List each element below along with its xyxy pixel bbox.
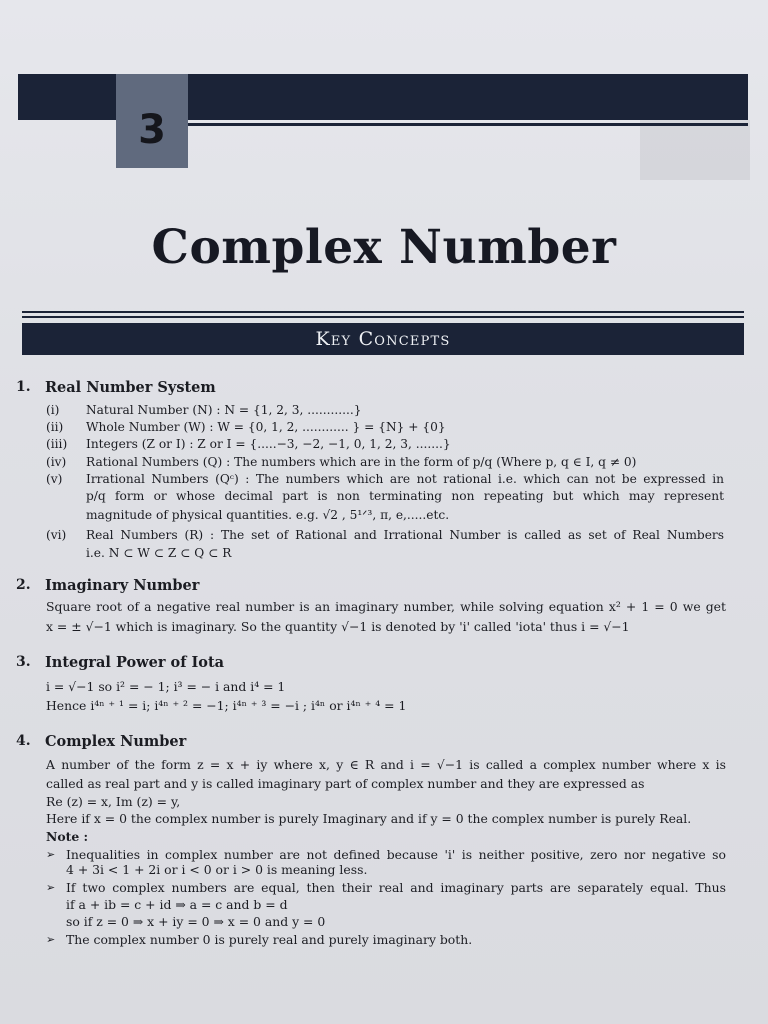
note-line: 4 + 3i < 1 + 2i or i < 0 or i > 0 is meaning less. xyxy=(66,862,368,877)
item-text: Whole Number (W) : W = {0, 1, 2, ............ } = {N} + {0} xyxy=(86,420,446,434)
note-line: if a + ib = c + id ⇒ a = c and b = d xyxy=(66,897,288,912)
paragraph-line: Re (z) = x, Im (z) = y, xyxy=(46,794,181,809)
note-heading: Note : xyxy=(46,829,89,844)
item-text: Irrational Numbers (Qᶜ) : The numbers which are not rational i.e. which can not be expressed in xyxy=(86,472,724,486)
divider-rule xyxy=(22,316,744,318)
item-text: magnitude of physical quantities. e.g. √2 , 5¹ᐟ³, π, e,.....etc. xyxy=(86,508,450,522)
item-text: Real Numbers (R) : The set of Rational and Irrational Number is called as set of Real Numbers xyxy=(86,528,724,542)
chapter-number: 3 xyxy=(138,107,166,153)
item-number: (ii) xyxy=(46,420,64,434)
paragraph-line: Square root of a negative real number is an imaginary number, while solving equation x² + 1 = 0 we get xyxy=(46,599,726,614)
arrow-bullet-icon: ➢ xyxy=(46,848,56,861)
note-line: The complex number 0 is purely real and purely imaginary both. xyxy=(66,932,473,947)
note-line: If two complex numbers are equal, then their real and imaginary parts are separately equal. Thus xyxy=(66,880,726,895)
key-concepts-label: Key Concepts xyxy=(315,328,451,350)
paragraph-line: called as real part and y is called imaginary part of complex number and they are expressed as xyxy=(46,776,645,791)
section-title: Complex Number xyxy=(45,733,187,750)
item-number: (iv) xyxy=(46,455,67,469)
item-number: (v) xyxy=(46,472,63,486)
section-number: 4. xyxy=(16,733,31,749)
divider-rule xyxy=(22,311,744,313)
formula-line: Hence i⁴ⁿ ⁺ ¹ = i; i⁴ⁿ ⁺ ² = −1; i⁴ⁿ ⁺ ³ = −i ; i⁴ⁿ or i⁴ⁿ ⁺ ⁴ = 1 xyxy=(46,698,407,713)
item-text: Integers (Z or I) : Z or I = {.....−3, −2, −1, 0, 1, 2, 3, .......} xyxy=(86,437,451,451)
item-number: (vi) xyxy=(46,528,67,542)
bleed-through-shadow xyxy=(640,120,750,180)
chapter-number-tab xyxy=(116,74,188,168)
header-rule xyxy=(188,123,748,126)
section-number: 1. xyxy=(16,379,31,395)
formula-line: i = √−1 so i² = − 1; i³ = − i and i⁴ = 1 xyxy=(46,679,286,694)
section-number: 3. xyxy=(16,654,31,670)
note-line: Inequalities in complex number are not defined because 'i' is neither positive, zero nor negative so xyxy=(66,847,726,862)
item-text: i.e. N ⊂ W ⊂ Z ⊂ Q ⊂ R xyxy=(86,546,232,560)
item-text: Natural Number (N) : N = {1, 2, 3, ............} xyxy=(86,403,362,417)
arrow-bullet-icon: ➢ xyxy=(46,881,56,894)
section-number: 2. xyxy=(16,577,31,593)
arrow-bullet-icon: ➢ xyxy=(46,933,56,946)
section-title: Imaginary Number xyxy=(45,577,200,594)
note-line: so if z = 0 ⇒ x + iy = 0 ⇒ x = 0 and y = 0 xyxy=(66,914,326,929)
paragraph-line: x = ± √−1 which is imaginary. So the quantity √−1 is denoted by 'i' called 'iota' thus i = √−1 xyxy=(46,619,630,634)
paragraph-line: A number of the form z = x + iy where x, y ∈ R and i = √−1 is called a complex number where x is xyxy=(46,757,726,772)
section-title: Real Number System xyxy=(45,379,216,396)
section-title: Integral Power of Iota xyxy=(45,654,225,671)
item-text: Rational Numbers (Q) : The numbers which are in the form of p/q (Where p, q ∈ I, q ≠ 0) xyxy=(86,455,637,469)
paragraph-line: Here if x = 0 the complex number is purely Imaginary and if y = 0 the complex number is purely Real. xyxy=(46,811,692,826)
key-concepts-banner xyxy=(22,323,744,355)
item-number: (i) xyxy=(46,403,60,417)
item-number: (iii) xyxy=(46,437,68,451)
item-text: p/q form or whose decimal part is non terminating non repeating but which may represent xyxy=(86,489,724,503)
chapter-title: Complex Number xyxy=(151,220,617,275)
